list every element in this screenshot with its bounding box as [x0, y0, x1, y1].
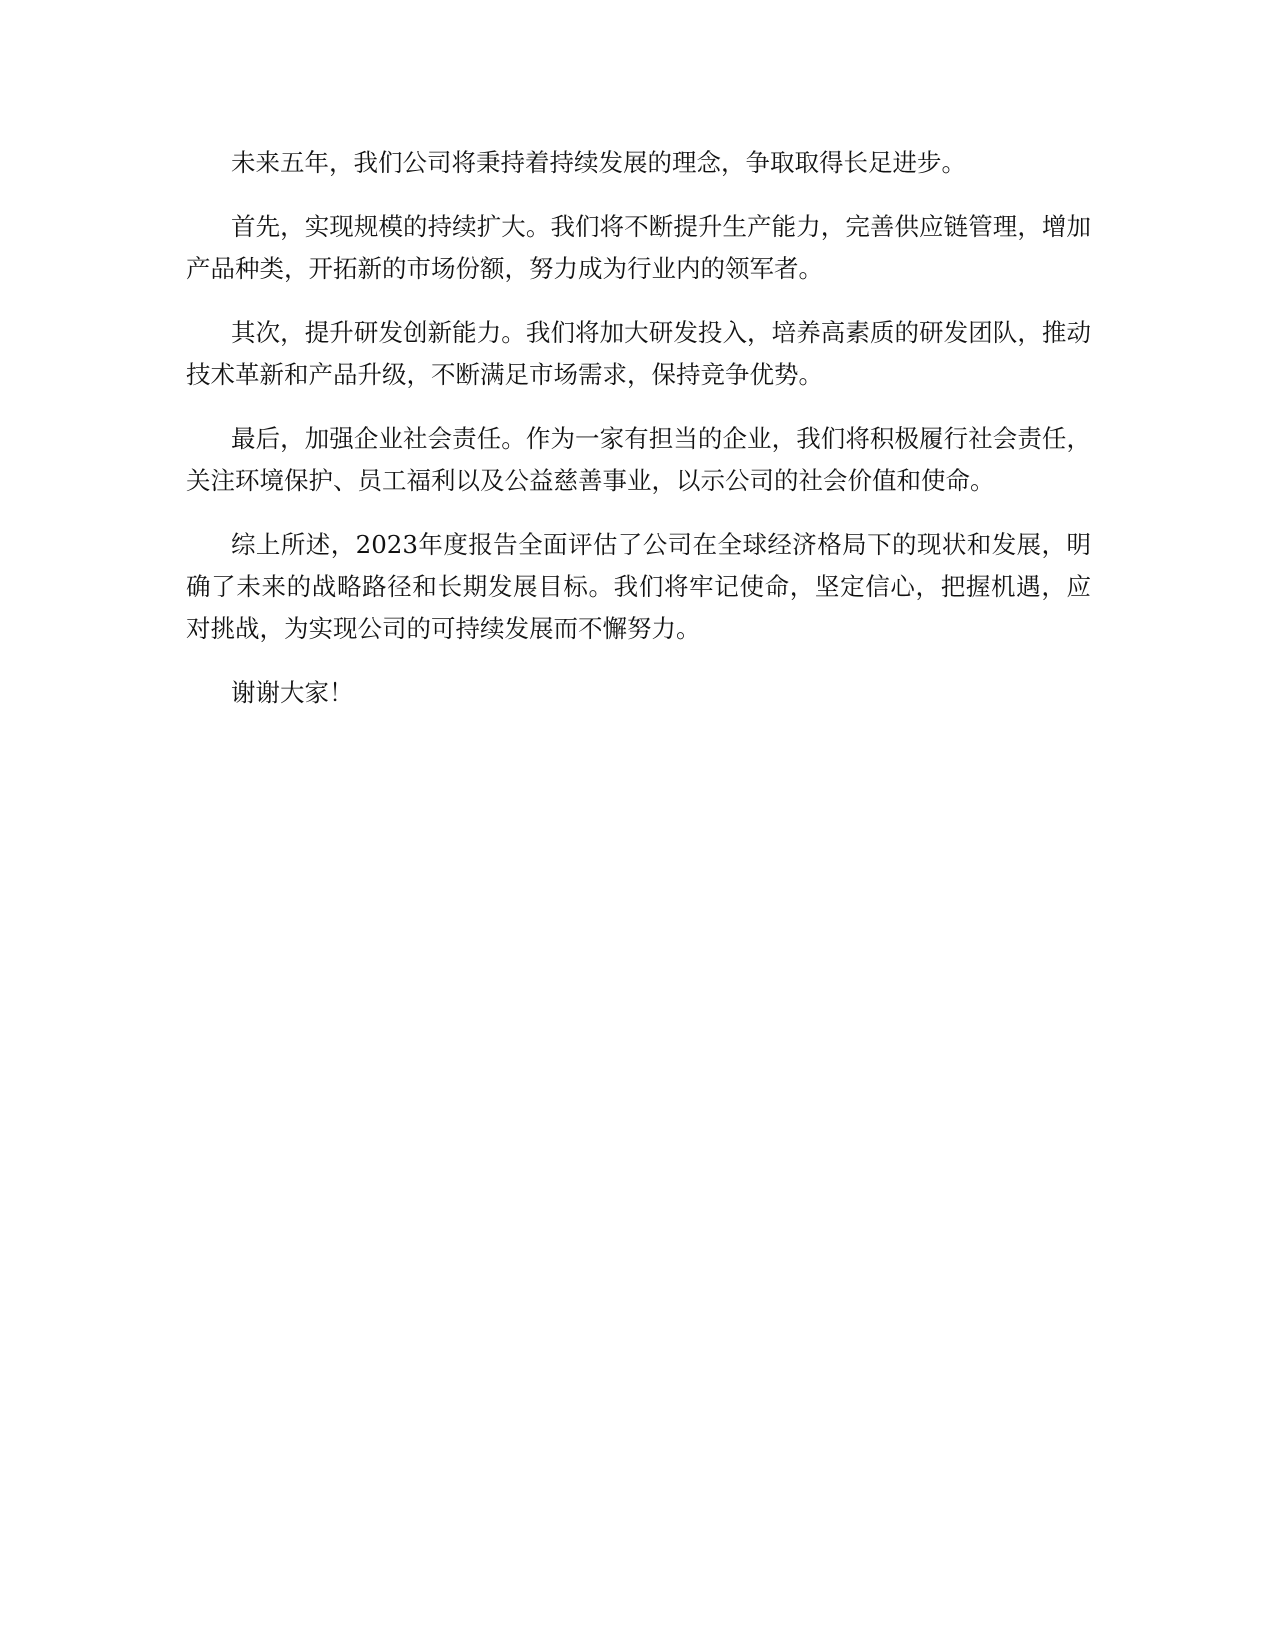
paragraph-future-five-years: 未来五年，我们公司将秉持着持续发展的理念，争取取得长足进步。: [231, 148, 966, 177]
paragraph-rd-innovation: 其次，提升研发创新能力。我们将加大研发投入，培养高素质的研发团队，推动技术革新和产品升级，不断满足市场需求，保持竞争优势。: [186, 318, 1091, 389]
paragraph-scale-expansion: 首先，实现规模的持续扩大。我们将不断提升生产能力，完善供应链管理，增加产品种类，开拓新的市场份额，努力成为行业内的领军者。: [186, 212, 1091, 283]
document-body: [186, 142, 1091, 736]
paragraph-summary: 综上所述，2023年度报告全面评估了公司在全球经济格局下的现状和发展，明确了未来的战略路径和长期发展目标。我们将牢记使命，坚定信心，把握机遇，应对挑战，为实现公司的可持续发展而不懈努力。: [186, 530, 1091, 643]
paragraph-social-responsibility: 最后，加强企业社会责任。作为一家有担当的企业，我们将积极履行社会责任，关注环境保护、员工福利以及公益慈善事业，以示公司的社会价值和使命。: [186, 424, 1091, 495]
paragraph-thanks: 谢谢大家！: [231, 678, 354, 707]
